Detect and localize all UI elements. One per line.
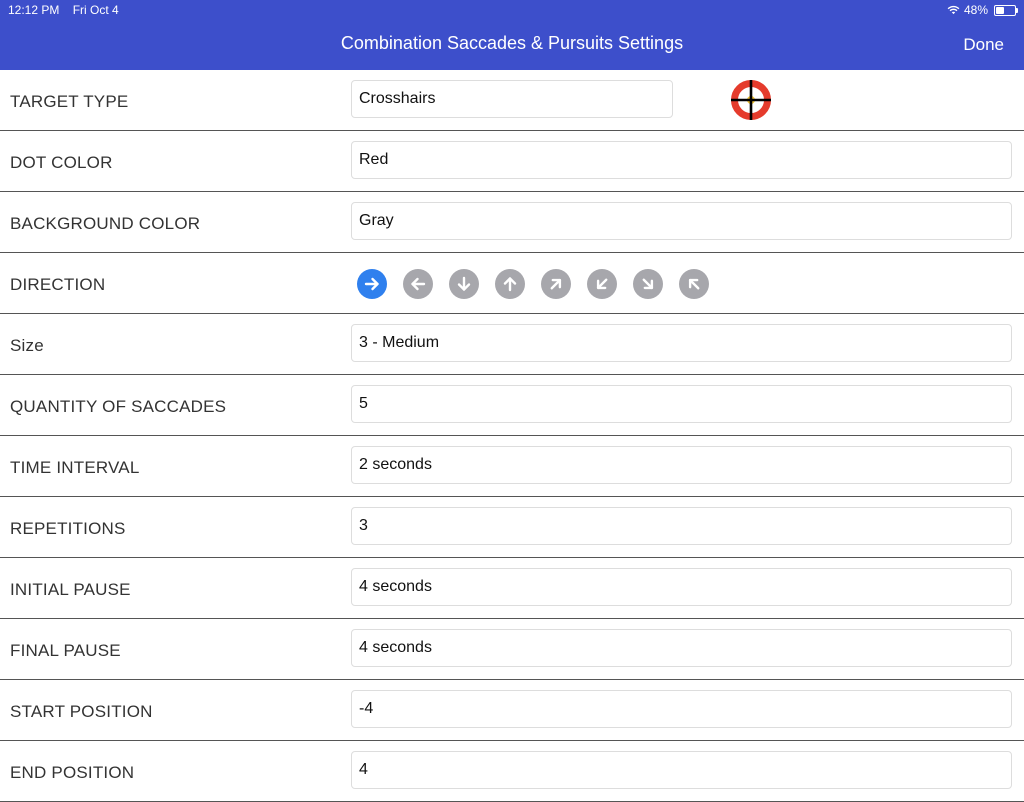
size-field[interactable]: 3 - Medium (351, 324, 1012, 362)
row-final-pause (0, 619, 1024, 680)
arrow-up-icon (501, 275, 519, 293)
page-title: Combination Saccades & Pursuits Settings (340, 33, 684, 53)
arrow-right-icon (363, 275, 381, 293)
final-pause-field[interactable]: 4 seconds (351, 629, 1012, 667)
arrow-down-left-icon (593, 275, 611, 293)
direction-left-button[interactable] (403, 269, 433, 299)
arrow-up-right-icon (547, 275, 565, 293)
row-label: DOT COLOR (10, 153, 113, 172)
dot-color-field[interactable]: Red (351, 141, 1012, 179)
quantity-of-saccades-field[interactable]: 5 (351, 385, 1012, 423)
row-dot-color (0, 131, 1024, 192)
battery-icon (994, 5, 1016, 16)
done-button[interactable]: Done (963, 35, 1004, 54)
direction-up-left-button[interactable] (679, 269, 709, 299)
row-start-position (0, 680, 1024, 741)
direction-down-button[interactable] (449, 269, 479, 299)
row-initial-pause (0, 558, 1024, 619)
row-label: START POSITION (10, 702, 153, 721)
crosshair-target-icon (730, 79, 772, 121)
row-background-color (0, 192, 1024, 253)
row-label: FINAL PAUSE (10, 641, 121, 660)
arrow-up-left-icon (685, 275, 703, 293)
row-target-type (0, 70, 1024, 131)
row-label: BACKGROUND COLOR (10, 214, 201, 233)
nav-bar (0, 0, 1024, 70)
repetitions-field[interactable]: 3 (351, 507, 1012, 545)
arrow-down-icon (455, 275, 473, 293)
row-time-interval (0, 436, 1024, 497)
row-label: TIME INTERVAL (10, 458, 140, 477)
row-label: QUANTITY OF SACCADES (10, 397, 227, 416)
arrow-down-right-icon (639, 275, 657, 293)
row-quantity-of-saccades (0, 375, 1024, 436)
status-time: 12:12 PM (8, 3, 60, 17)
settings-list (0, 70, 1024, 802)
direction-selector (357, 269, 709, 299)
direction-right-button[interactable] (357, 269, 387, 299)
status-bar-left (8, 3, 129, 17)
row-label: Size (10, 336, 44, 355)
time-interval-field[interactable]: 2 seconds (351, 446, 1012, 484)
direction-up-button[interactable] (495, 269, 525, 299)
row-label: END POSITION (10, 763, 135, 782)
direction-down-left-button[interactable] (587, 269, 617, 299)
direction-down-right-button[interactable] (633, 269, 663, 299)
row-end-position (0, 741, 1024, 802)
direction-up-right-button[interactable] (541, 269, 571, 299)
target-type-field[interactable]: Crosshairs (351, 80, 673, 118)
arrow-left-icon (409, 275, 427, 293)
status-date: Fri Oct 4 (72, 3, 119, 17)
row-direction (0, 253, 1024, 314)
wifi-icon (947, 5, 960, 15)
start-position-field[interactable]: -4 (351, 690, 1012, 728)
row-label: DIRECTION (10, 275, 106, 294)
initial-pause-field[interactable]: 4 seconds (351, 568, 1012, 606)
status-bar-right (947, 3, 1016, 17)
background-color-field[interactable]: Gray (351, 202, 1012, 240)
row-size (0, 314, 1024, 375)
row-repetitions (0, 497, 1024, 558)
end-position-field[interactable]: 4 (351, 751, 1012, 789)
battery-percent: 48% (963, 3, 988, 17)
row-label: TARGET TYPE (10, 92, 129, 111)
row-label: REPETITIONS (10, 519, 126, 538)
row-label: INITIAL PAUSE (10, 580, 131, 599)
